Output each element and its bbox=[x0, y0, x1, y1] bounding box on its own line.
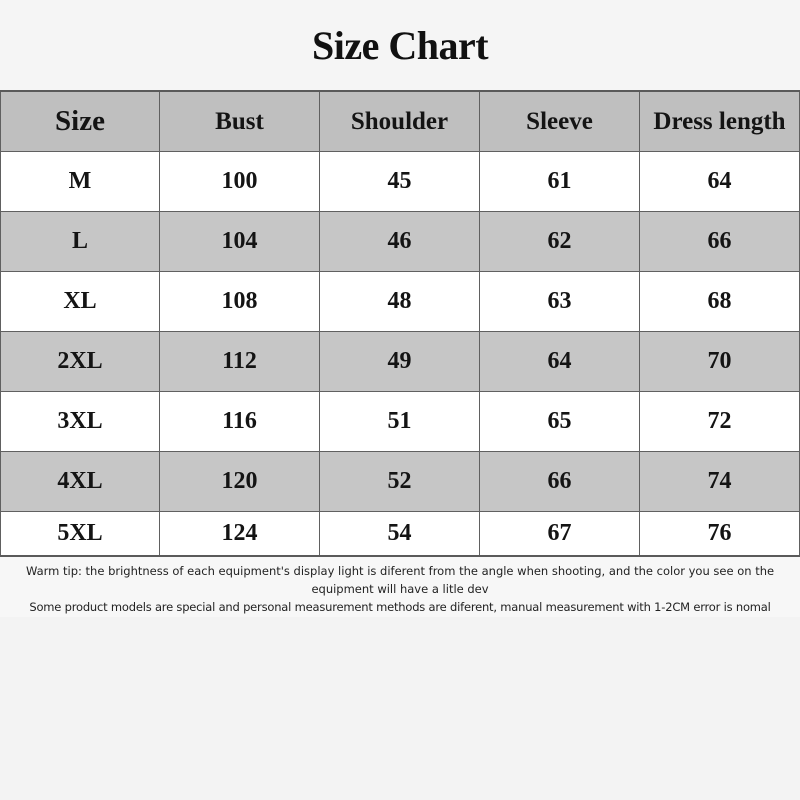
cell-bust: 100 bbox=[160, 152, 320, 211]
cell-bust: 112 bbox=[160, 332, 320, 391]
cell-size: 4XL bbox=[0, 452, 160, 511]
cell-dress-length: 76 bbox=[640, 512, 800, 555]
cell-size: L bbox=[0, 212, 160, 271]
cell-shoulder: 46 bbox=[320, 212, 480, 271]
cell-dress-length: 72 bbox=[640, 392, 800, 451]
cell-bust: 120 bbox=[160, 452, 320, 511]
cell-shoulder: 45 bbox=[320, 152, 480, 211]
table-row bbox=[0, 272, 800, 332]
cell-sleeve: 66 bbox=[480, 452, 640, 511]
cell-bust: 124 bbox=[160, 512, 320, 555]
cell-shoulder: 48 bbox=[320, 272, 480, 331]
cell-sleeve: 62 bbox=[480, 212, 640, 271]
cell-dress-length: 66 bbox=[640, 212, 800, 271]
table-header-row bbox=[0, 92, 800, 152]
cell-dress-length: 74 bbox=[640, 452, 800, 511]
cell-sleeve: 67 bbox=[480, 512, 640, 555]
bottom-blank-area bbox=[0, 617, 800, 800]
table-row bbox=[0, 212, 800, 272]
header-sleeve: Sleeve bbox=[480, 92, 640, 151]
cell-bust: 108 bbox=[160, 272, 320, 331]
table-row bbox=[0, 152, 800, 212]
cell-sleeve: 65 bbox=[480, 392, 640, 451]
header-shoulder: Shoulder bbox=[320, 92, 480, 151]
table-row bbox=[0, 512, 800, 557]
cell-shoulder: 54 bbox=[320, 512, 480, 555]
cell-sleeve: 64 bbox=[480, 332, 640, 391]
cell-size: XL bbox=[0, 272, 160, 331]
table-row bbox=[0, 332, 800, 392]
cell-bust: 104 bbox=[160, 212, 320, 271]
cell-size: 2XL bbox=[0, 332, 160, 391]
page-title: Size Chart bbox=[311, 23, 489, 68]
cell-size: 5XL bbox=[0, 512, 160, 555]
cell-size: M bbox=[0, 152, 160, 211]
size-chart-table bbox=[0, 90, 800, 557]
table-row bbox=[0, 452, 800, 512]
cell-dress-length: 70 bbox=[640, 332, 800, 391]
cell-dress-length: 68 bbox=[640, 272, 800, 331]
table-row bbox=[0, 392, 800, 452]
measurement-note: Some product models are special and personal measurement methods are diferent, manual measurement with 1-2CM error is nomal bbox=[29, 600, 771, 614]
cell-shoulder: 51 bbox=[320, 392, 480, 451]
header-dress-length: Dress length bbox=[640, 92, 800, 151]
cell-shoulder: 52 bbox=[320, 452, 480, 511]
warm-tip-note: Warm tip: the brightness of each equipment's display light is diferent from the angle when shooting, and the color you see on the equipment will have a litle dev bbox=[25, 564, 775, 596]
cell-bust: 116 bbox=[160, 392, 320, 451]
cell-shoulder: 49 bbox=[320, 332, 480, 391]
cell-sleeve: 63 bbox=[480, 272, 640, 331]
cell-dress-length: 64 bbox=[640, 152, 800, 211]
cell-size: 3XL bbox=[0, 392, 160, 451]
cell-sleeve: 61 bbox=[480, 152, 640, 211]
header-bust: Bust bbox=[160, 92, 320, 151]
header-size: Size bbox=[0, 92, 160, 151]
